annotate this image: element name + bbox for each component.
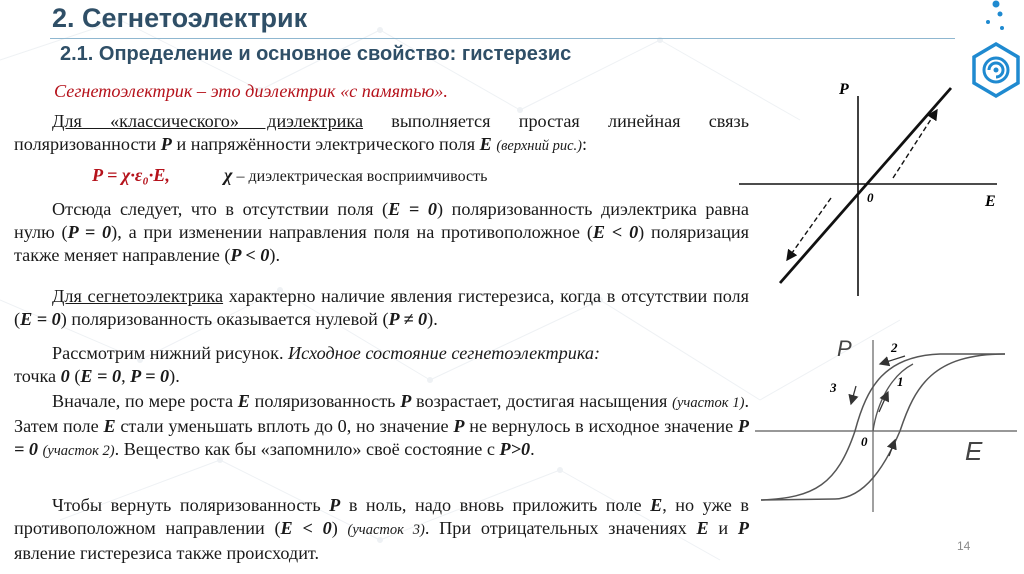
segment-label-2: 2 <box>891 340 898 355</box>
linear-response-line <box>780 88 951 283</box>
arrow-segment-3 <box>851 386 856 404</box>
paragraph-growth: Вначале, по мере роста E поляризованность P возрастает, достигая насыщения (участок 1). Затем поле E стали уменьшать вплоть до 0, но значение P не вернулось в исходное значение P = 0 (участок 2). Вещество как бы «запомнило» своё состояние с P>0. <box>14 391 749 460</box>
formula-line: P = χ·ε₀·E, χ – диэлектрическая восприимчивость <box>92 165 488 185</box>
page-number: 14 <box>957 539 971 553</box>
arrow-up <box>893 110 937 178</box>
title-divider <box>50 38 955 39</box>
linear-dielectric-figure <box>735 78 1007 300</box>
hysteresis-figure <box>755 334 1020 514</box>
paragraph-ferroelectric: Для сегнетоэлектрика характерно наличие явления гистерезиса, когда в отсутствии поля (E = 0) поляризованность оказывается нулевой (P ≠ 0). <box>14 286 749 330</box>
slide-subtitle: 2.1. Определение и основное свойство: гистерезис <box>60 43 572 65</box>
definition-red-italic: Сегнетоэлектрик – это диэлектрик «с памятью». <box>54 81 448 101</box>
lower-branch <box>761 354 1005 500</box>
slide-title: 2. Сегнетоэлектрик <box>52 3 308 33</box>
initial-curve <box>873 364 913 431</box>
p-axis-label: P <box>837 336 852 361</box>
paragraph-initial-state: Рассмотрим нижний рисунок. Исходное состояние сегнетоэлектрика: точка 0 (E = 0, P = 0). <box>14 343 601 387</box>
paragraph-classic-dielectric: Для «классического» диэлектрика выполняется простая линейная связь поляризованности P и напряжённости электрического поля E (верхний рис.): <box>14 111 749 155</box>
origin-label: 0 <box>861 434 868 449</box>
paragraph-consequence: Отсюда следует, что в отсутствии поля (E = 0) поляризованность диэлектрика равна нулю (P = 0), а при изменении направления поля на противоположное (E < 0) поляризация также меняет направление (P < 0). <box>14 199 750 266</box>
origin-label: 0 <box>867 190 874 205</box>
segment-label-3: 3 <box>830 380 837 395</box>
e-axis-label: E <box>985 193 996 210</box>
arrow-lower <box>889 440 895 456</box>
p-axis-label: P <box>839 81 849 98</box>
paragraph-reverse: Чтобы вернуть поляризованность P в ноль, надо вновь приложить поле E, но уже в противоположном направлении (E < 0) (участок 3). При отрицательных значениях E и P явление гистерезиса также происходит. <box>14 495 750 564</box>
segment-label-1: 1 <box>897 374 904 389</box>
e-axis-label: E <box>965 436 983 466</box>
formula: P = χ·ε₀·E, <box>92 165 170 185</box>
upper-branch <box>761 354 1005 500</box>
definition-text <box>54 80 789 103</box>
